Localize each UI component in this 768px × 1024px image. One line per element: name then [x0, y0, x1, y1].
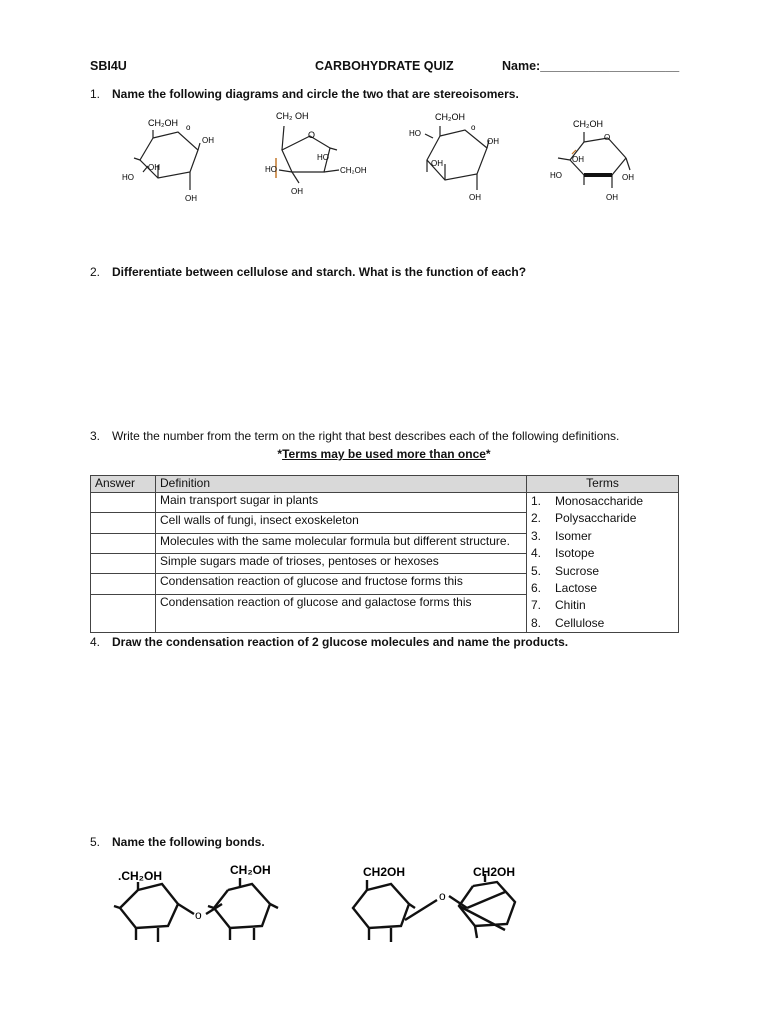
ring-right — [214, 884, 270, 928]
term-number: 5. — [531, 563, 542, 578]
label-ch2oh: CH₂OH — [435, 112, 465, 122]
definition-cell: Condensation reaction of glucose and galactose forms this — [156, 594, 527, 632]
matching-table — [90, 475, 679, 633]
label-ring-o: o — [186, 123, 191, 132]
list-item — [531, 563, 674, 580]
label-ch2oh: CH2OH — [473, 865, 516, 879]
label-ho: HO — [409, 129, 421, 138]
label-oh: OH — [622, 173, 634, 182]
label-ch2oh: CH₂OH — [148, 118, 178, 128]
list-item — [531, 597, 674, 614]
answer-cell[interactable] — [91, 493, 156, 513]
label-ch2oh: CH2OH — [363, 865, 406, 879]
answer-cell[interactable] — [91, 533, 156, 553]
table-header-row — [91, 476, 679, 493]
label-oh: OH — [469, 193, 481, 202]
question-number: 5. — [90, 835, 101, 849]
label-ch2oh: CH₂ OH — [276, 111, 309, 121]
molecule-diagram-4 — [548, 110, 658, 208]
answer-cell[interactable] — [91, 554, 156, 574]
answer-cell[interactable] — [91, 594, 156, 632]
question-text: Write the number from the term on the right that best describes each of the following definitions. — [112, 429, 620, 443]
label-ring-o: O — [604, 133, 611, 142]
molecule-diagram-3 — [405, 108, 515, 206]
label-ho: HO — [317, 153, 329, 162]
term-text: Isotope — [555, 546, 595, 561]
label-ch2oh: CH₂OH — [573, 119, 603, 129]
label-oh: OH — [431, 159, 443, 168]
list-item — [531, 615, 674, 632]
label-ch2oh: CH₂OH — [230, 863, 271, 877]
label-oh: OH — [202, 136, 214, 145]
term-number: 4. — [531, 546, 542, 561]
label-oh: OH — [487, 137, 499, 146]
header-answer: Answer — [91, 476, 156, 493]
asterisk: * — [277, 447, 283, 461]
list-item — [531, 580, 674, 597]
term-text: Cellulose — [555, 615, 605, 630]
ring-left — [353, 884, 409, 928]
header-terms: Terms — [527, 476, 679, 493]
answer-cell[interactable] — [91, 574, 156, 594]
term-number: 7. — [531, 598, 542, 613]
terms-cell — [527, 493, 679, 633]
label-oh: OH — [572, 155, 584, 164]
term-text: Polysaccharide — [555, 511, 637, 526]
term-number: 3. — [531, 528, 542, 543]
question-4 — [90, 635, 568, 649]
asterisk: * — [485, 447, 491, 461]
question-number: 4. — [90, 635, 101, 649]
terms-note — [0, 447, 768, 461]
question-text: Name the following bonds. — [112, 835, 265, 849]
course-code: SBI4U — [90, 59, 127, 73]
ring — [427, 130, 487, 180]
molecule-diagram-1 — [118, 110, 228, 205]
label-bridge-o: o — [195, 908, 202, 922]
question-number: 2. — [90, 265, 101, 279]
label-oh: OH — [291, 187, 303, 196]
definition-cell: Simple sugars made of trioses, pentoses or hexoses — [156, 554, 527, 574]
term-text: Chitin — [555, 598, 586, 613]
question-5 — [90, 835, 265, 849]
question-1 — [90, 87, 519, 101]
term-text: Lactose — [555, 580, 598, 595]
term-number: 2. — [531, 511, 542, 526]
label-bridge-o: o — [439, 889, 446, 903]
label-ho: HO — [265, 165, 277, 174]
label-ho: HO — [550, 171, 562, 180]
label-ch2oh: CH₂OH — [340, 166, 367, 175]
question-2 — [90, 265, 526, 279]
term-number: 1. — [531, 494, 542, 508]
term-text: Isomer — [555, 528, 592, 543]
label-ch2oh: .CH₂OH — [118, 869, 162, 883]
definition-cell: Main transport sugar in plants — [156, 493, 527, 513]
definition-cell: Cell walls of fungi, insect exoskeleton — [156, 513, 527, 533]
question-text: Name the following diagrams and circle the two that are stereoisomers. — [112, 87, 519, 101]
term-number: 8. — [531, 615, 542, 630]
name-field[interactable]: Name:____________________ — [502, 59, 680, 73]
header-definition: Definition — [156, 476, 527, 493]
definition-cell: Condensation reaction of glucose and fructose forms this — [156, 574, 527, 594]
label-oh: OH — [185, 194, 197, 203]
table-row — [91, 493, 679, 513]
term-number: 6. — [531, 580, 542, 595]
label-ring-o: O — [308, 130, 316, 140]
list-item — [531, 493, 674, 510]
question-3 — [90, 429, 619, 443]
label-oh: OH — [606, 193, 618, 202]
answer-space-q4[interactable] — [90, 655, 680, 825]
label-oh: OH — [148, 163, 160, 172]
label-ho: HO — [122, 173, 134, 182]
term-text: Monosaccharide — [555, 494, 644, 508]
terms-list — [531, 493, 674, 632]
quiz-title: CARBOHYDRATE QUIZ — [315, 59, 454, 73]
question-text: Differentiate between cellulose and starch. What is the function of each? — [112, 265, 527, 279]
answer-cell[interactable] — [91, 513, 156, 533]
definition-cell: Molecules with the same molecular formula but different structure. — [156, 533, 527, 553]
list-item — [531, 545, 674, 562]
question-number: 3. — [90, 429, 101, 443]
question-number: 1. — [90, 87, 101, 101]
bond-diagram-2 — [345, 860, 555, 970]
term-text: Sucrose — [555, 563, 600, 578]
label-ring-o: o — [471, 123, 476, 132]
molecule-diagram-2 — [262, 108, 382, 203]
question-text: Draw the condensation reaction of 2 glucose molecules and name the products. — [112, 635, 569, 649]
terms-note-text: Terms may be used more than once — [282, 447, 486, 461]
list-item — [531, 510, 674, 527]
ring-left — [120, 884, 178, 928]
bond-diagram-1 — [110, 860, 320, 970]
answer-space-q2[interactable] — [90, 285, 680, 415]
list-item — [531, 528, 674, 545]
